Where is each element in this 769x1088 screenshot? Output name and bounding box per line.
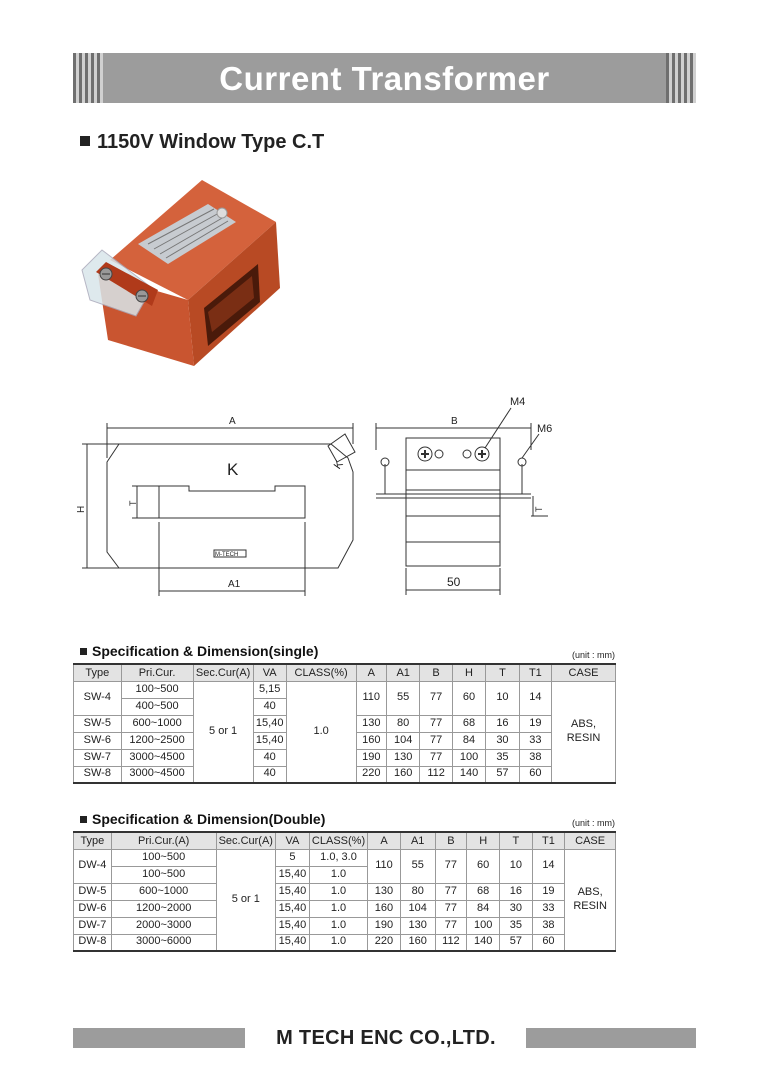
a-cell: 160: [356, 732, 386, 749]
a-cell: 190: [368, 917, 401, 934]
class-cell: 1.0, 3.0: [309, 849, 367, 866]
pri-cur-cell: 100~500: [111, 866, 216, 883]
t1-cell: 19: [532, 883, 565, 900]
header-cell: A: [356, 664, 386, 681]
header-cell: Type: [74, 832, 112, 849]
sec-cur-cell: 5 or 1: [193, 681, 253, 783]
class-cell: 1.0: [309, 866, 367, 883]
va-cell: 40: [253, 766, 286, 783]
t-cell: 10: [486, 681, 519, 715]
t1-cell: 38: [519, 749, 551, 766]
header-cell: CLASS(%): [286, 664, 356, 681]
header-cell: B: [420, 664, 452, 681]
va-cell: 15,40: [275, 900, 309, 917]
a-cell: 190: [356, 749, 386, 766]
va-cell: 15,40: [275, 883, 309, 900]
title-banner: [73, 53, 696, 103]
label-k-big: K: [227, 460, 239, 479]
type-cell: DW-4: [74, 849, 112, 883]
b-cell: 77: [420, 732, 452, 749]
a-cell: 130: [356, 715, 386, 732]
h-cell: 100: [452, 749, 485, 766]
type-cell: DW-5: [74, 883, 112, 900]
product-subtitle: [80, 131, 324, 154]
a1-cell: 160: [400, 934, 435, 951]
case-cell: ABS, RESIN: [565, 849, 616, 951]
double-title-text: Specification & Dimension(Double): [92, 811, 326, 827]
table-row: [74, 849, 616, 866]
pri-cur-cell: 1200~2500: [121, 732, 193, 749]
company-name: M TECH ENC CO.,LTD.: [276, 1027, 496, 1049]
va-cell: 40: [253, 698, 286, 715]
h-cell: 68: [467, 883, 500, 900]
b-cell: 77: [435, 883, 467, 900]
header-cell: Sec.Cur(A): [216, 832, 275, 849]
header-cell: Pri.Cur.: [121, 664, 193, 681]
type-cell: SW-4: [74, 681, 122, 715]
h-cell: 60: [467, 849, 500, 883]
header-cell: H: [467, 832, 500, 849]
header-cell: Type: [74, 664, 122, 681]
t-cell: 57: [486, 766, 519, 783]
label-h: H: [76, 505, 87, 513]
header-cell: Sec.Cur(A): [193, 664, 253, 681]
va-cell: 5: [275, 849, 309, 866]
t-cell: 35: [486, 749, 519, 766]
header-cell: T: [486, 664, 519, 681]
va-cell: 15,40: [253, 715, 286, 732]
single-unit-note: (unit : mm): [571, 650, 615, 660]
label-nameplate: M-TECH: [215, 552, 239, 558]
table-row: [74, 883, 616, 900]
table-row: [74, 934, 616, 951]
t1-cell: 60: [519, 766, 551, 783]
pri-cur-cell: 600~1000: [121, 715, 193, 732]
dimension-drawing: [73, 390, 593, 605]
va-cell: 15,40: [253, 732, 286, 749]
pri-cur-cell: 400~500: [121, 698, 193, 715]
pri-cur-cell: 1200~2000: [111, 900, 216, 917]
case-cell: ABS, RESIN: [552, 681, 616, 783]
label-t: T: [128, 500, 138, 506]
square-bullet-icon: [80, 136, 90, 146]
pri-cur-cell: 100~500: [111, 849, 216, 866]
single-spec-table: [73, 663, 616, 784]
product-photo: [76, 178, 286, 373]
double-spec-table: [73, 831, 616, 952]
t-cell: 10: [500, 849, 533, 883]
t-cell: 16: [486, 715, 519, 732]
label-b: B: [451, 416, 458, 427]
a-cell: 160: [368, 900, 401, 917]
a1-cell: 104: [400, 900, 435, 917]
double-header-row: [74, 832, 616, 849]
header-cell: H: [452, 664, 485, 681]
label-a: A: [229, 416, 236, 427]
a1-cell: 130: [386, 749, 419, 766]
class-cell: 1.0: [309, 900, 367, 917]
a-cell: 130: [368, 883, 401, 900]
b-cell: 77: [435, 849, 467, 883]
class-cell: 1.0: [309, 934, 367, 951]
label-k-small: K: [331, 458, 346, 472]
header-cell: T: [500, 832, 533, 849]
header-cell: CASE: [565, 832, 616, 849]
h-cell: 140: [467, 934, 500, 951]
a1-cell: 55: [386, 681, 419, 715]
h-cell: 60: [452, 681, 485, 715]
a1-cell: 130: [400, 917, 435, 934]
label-a1: A1: [228, 579, 241, 590]
double-section-title: [80, 811, 325, 827]
label-m6: M6: [537, 423, 553, 435]
label-m4: M4: [510, 396, 526, 408]
class-cell: 1.0: [309, 883, 367, 900]
t1-cell: 38: [532, 917, 565, 934]
type-cell: DW-6: [74, 900, 112, 917]
va-cell: 40: [253, 749, 286, 766]
header-cell: VA: [275, 832, 309, 849]
header-cell: VA: [253, 664, 286, 681]
t1-cell: 33: [519, 732, 551, 749]
header-cell: T1: [532, 832, 565, 849]
b-cell: 77: [435, 900, 467, 917]
single-section-title: [80, 643, 318, 659]
pri-cur-cell: 3000~6000: [111, 934, 216, 951]
a1-cell: 160: [386, 766, 419, 783]
va-cell: 15,40: [275, 866, 309, 883]
a1-cell: 80: [400, 883, 435, 900]
class-cell: 1.0: [309, 917, 367, 934]
label-t-side: T: [534, 506, 544, 512]
a1-cell: 80: [386, 715, 419, 732]
header-cell: CASE: [552, 664, 616, 681]
header-cell: CLASS(%): [309, 832, 367, 849]
a-cell: 220: [356, 766, 386, 783]
sec-cur-cell: 5 or 1: [216, 849, 275, 951]
pri-cur-cell: 100~500: [121, 681, 193, 698]
square-bullet-icon: [80, 816, 87, 823]
header-cell: T1: [519, 664, 551, 681]
header-cell: Pri.Cur.(A): [111, 832, 216, 849]
b-cell: 77: [435, 917, 467, 934]
a1-cell: 104: [386, 732, 419, 749]
t1-cell: 14: [519, 681, 551, 715]
single-title-text: Specification & Dimension(single): [92, 643, 319, 659]
header-cell: A1: [386, 664, 419, 681]
b-cell: 77: [420, 749, 452, 766]
h-cell: 140: [452, 766, 485, 783]
type-cell: SW-8: [74, 766, 122, 783]
va-cell: 15,40: [275, 917, 309, 934]
a-cell: 110: [356, 681, 386, 715]
t-cell: 30: [486, 732, 519, 749]
t-cell: 57: [500, 934, 533, 951]
single-header-row: [74, 664, 616, 681]
t1-cell: 60: [532, 934, 565, 951]
type-cell: DW-7: [74, 917, 112, 934]
b-cell: 112: [420, 766, 452, 783]
h-cell: 68: [452, 715, 485, 732]
t1-cell: 33: [532, 900, 565, 917]
a-cell: 110: [368, 849, 401, 883]
type-cell: SW-5: [74, 715, 122, 732]
type-cell: SW-6: [74, 732, 122, 749]
header-cell: A: [368, 832, 401, 849]
page-title: Current Transformer: [219, 60, 550, 97]
b-cell: 77: [420, 715, 452, 732]
va-cell: 15,40: [275, 934, 309, 951]
pri-cur-cell: 600~1000: [111, 883, 216, 900]
table-row: [74, 900, 616, 917]
t1-cell: 19: [519, 715, 551, 732]
class-cell: 1.0: [286, 681, 356, 783]
square-bullet-icon: [80, 648, 87, 655]
t1-cell: 14: [532, 849, 565, 883]
va-cell: 5,15: [253, 681, 286, 698]
header-cell: B: [435, 832, 467, 849]
t-cell: 35: [500, 917, 533, 934]
t-cell: 16: [500, 883, 533, 900]
b-cell: 77: [420, 681, 452, 715]
footer-bar-left: [73, 1028, 245, 1048]
pri-cur-cell: 3000~4500: [121, 749, 193, 766]
table-row: [74, 681, 616, 698]
h-cell: 84: [452, 732, 485, 749]
header-cell: A1: [400, 832, 435, 849]
table-row: [74, 917, 616, 934]
product-subtitle-text: 1150V Window Type C.T: [97, 131, 325, 153]
b-cell: 112: [435, 934, 467, 951]
t-cell: 30: [500, 900, 533, 917]
h-cell: 100: [467, 917, 500, 934]
a1-cell: 55: [400, 849, 435, 883]
pri-cur-cell: 2000~3000: [111, 917, 216, 934]
type-cell: SW-7: [74, 749, 122, 766]
h-cell: 84: [467, 900, 500, 917]
type-cell: DW-8: [74, 934, 112, 951]
pri-cur-cell: 3000~4500: [121, 766, 193, 783]
double-unit-note: (unit : mm): [571, 818, 615, 828]
a-cell: 220: [368, 934, 401, 951]
label-50: 50: [447, 575, 461, 589]
footer-bar-right: [526, 1028, 696, 1048]
